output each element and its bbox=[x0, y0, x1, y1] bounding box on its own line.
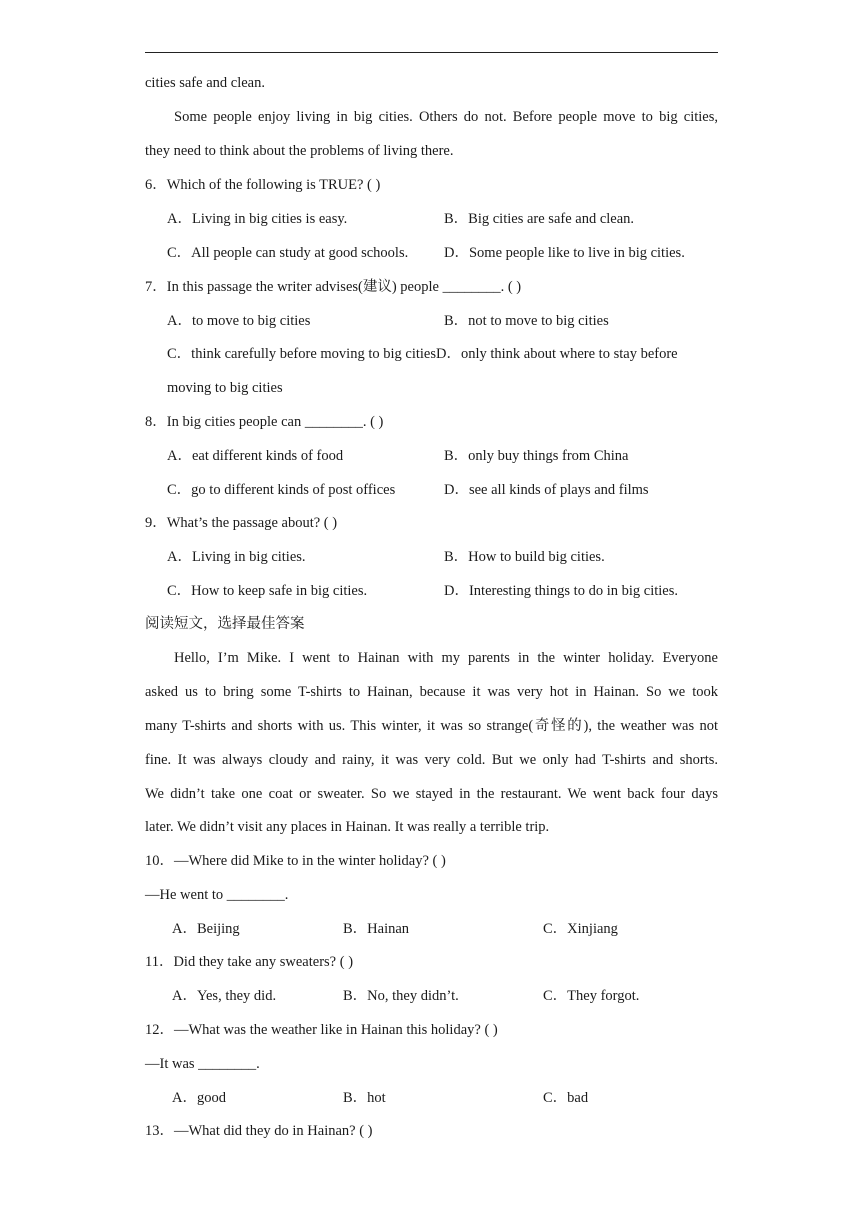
question-6-stem: 6．Which of the following is TRUE? ( ) bbox=[145, 177, 381, 193]
q9-option-d: D．Interesting things to do in big cities. bbox=[444, 583, 678, 599]
q7-option-cd-continued: moving to big cities bbox=[167, 380, 283, 396]
question-13-stem: 13．—What did they do in Hainan? ( ) bbox=[145, 1123, 373, 1139]
header-rule bbox=[145, 52, 718, 53]
q12-option-c: C．bad bbox=[543, 1090, 589, 1106]
q8-option-d: D．see all kinds of plays and films bbox=[444, 482, 649, 498]
passage-line: later. We didn’t visit any places in Hainan. It was really a terrible trip. bbox=[145, 819, 550, 835]
question-12-stem: 12．—What was the weather like in Hainan this holiday? ( ) bbox=[145, 1022, 498, 1038]
q11-option-c: C．They forgot. bbox=[543, 988, 640, 1004]
q12-option-a: A．good bbox=[172, 1090, 226, 1106]
q9-option-a: A．Living in big cities. bbox=[167, 549, 306, 565]
passage-line: many T-shirts and shorts with us. This winter, it was so strange(奇怪的), the weather was not bbox=[145, 718, 718, 734]
q7-option-a: A．to move to big cities bbox=[167, 313, 311, 329]
q8-option-a: A．eat different kinds of food bbox=[167, 448, 344, 464]
q8-option-c: C．go to different kinds of post offices bbox=[167, 482, 396, 498]
question-9-stem: 9．What’s the passage about? ( ) bbox=[145, 515, 338, 531]
passage-line: asked us to bring some T-shirts to Hainan, because it was very hot in Hainan. So we took bbox=[145, 684, 718, 700]
q6-option-a: A．Living in big cities is easy. bbox=[167, 211, 348, 227]
q6-option-d: D．Some people like to live in big cities. bbox=[444, 245, 685, 261]
paragraph-line: they need to think about the problems of living there. bbox=[145, 143, 454, 159]
q8-option-b: B．only buy things from China bbox=[444, 448, 629, 464]
q10-option-a: A．Beijing bbox=[172, 921, 240, 937]
q7-option-c-d: C．think carefully before moving to big citiesD．only think about where to stay before bbox=[167, 346, 678, 362]
q10-option-b: B．Hainan bbox=[343, 921, 410, 937]
question-11-stem: 11．Did they take any sweaters? ( ) bbox=[145, 954, 354, 970]
question-8-stem: 8．In big cities people can ________. ( ) bbox=[145, 414, 384, 430]
section-heading: 阅读短文，选择最佳答案 bbox=[145, 616, 305, 632]
question-10-stem: 10．—Where did Mike to in the winter holiday? ( ) bbox=[145, 853, 446, 869]
q10-option-c: C．Xinjiang bbox=[543, 921, 618, 937]
question-12-sub: —It was ________. bbox=[145, 1056, 260, 1072]
paragraph-line: Some people enjoy living in big cities. Others do not. Before people move to big cities, bbox=[174, 109, 718, 125]
q12-option-b: B．hot bbox=[343, 1090, 386, 1106]
q11-option-b: B．No, they didn’t. bbox=[343, 988, 459, 1004]
question-7-stem: 7．In this passage the writer advises(建议) people ________. ( ) bbox=[145, 279, 522, 295]
question-10-sub: —He went to ________. bbox=[145, 887, 289, 903]
continued-text: cities safe and clean. bbox=[145, 75, 265, 91]
q9-option-b: B．How to build big cities. bbox=[444, 549, 605, 565]
q9-option-c: C．How to keep safe in big cities. bbox=[167, 583, 368, 599]
q11-option-a: A．Yes, they did. bbox=[172, 988, 277, 1004]
q6-option-c: C．All people can study at good schools. bbox=[167, 245, 409, 261]
q7-option-b: B．not to move to big cities bbox=[444, 313, 609, 329]
q6-option-b: B．Big cities are safe and clean. bbox=[444, 211, 635, 227]
passage-line: fine. It was always cloudy and rainy, it was very cold. But we only had T-shirts and shorts. bbox=[145, 752, 718, 768]
passage-line: We didn’t take one coat or sweater. So we stayed in the restaurant. We went back four days bbox=[145, 786, 718, 802]
passage-line: Hello, I’m Mike. I went to Hainan with my parents in the winter holiday. Everyone bbox=[174, 650, 718, 666]
